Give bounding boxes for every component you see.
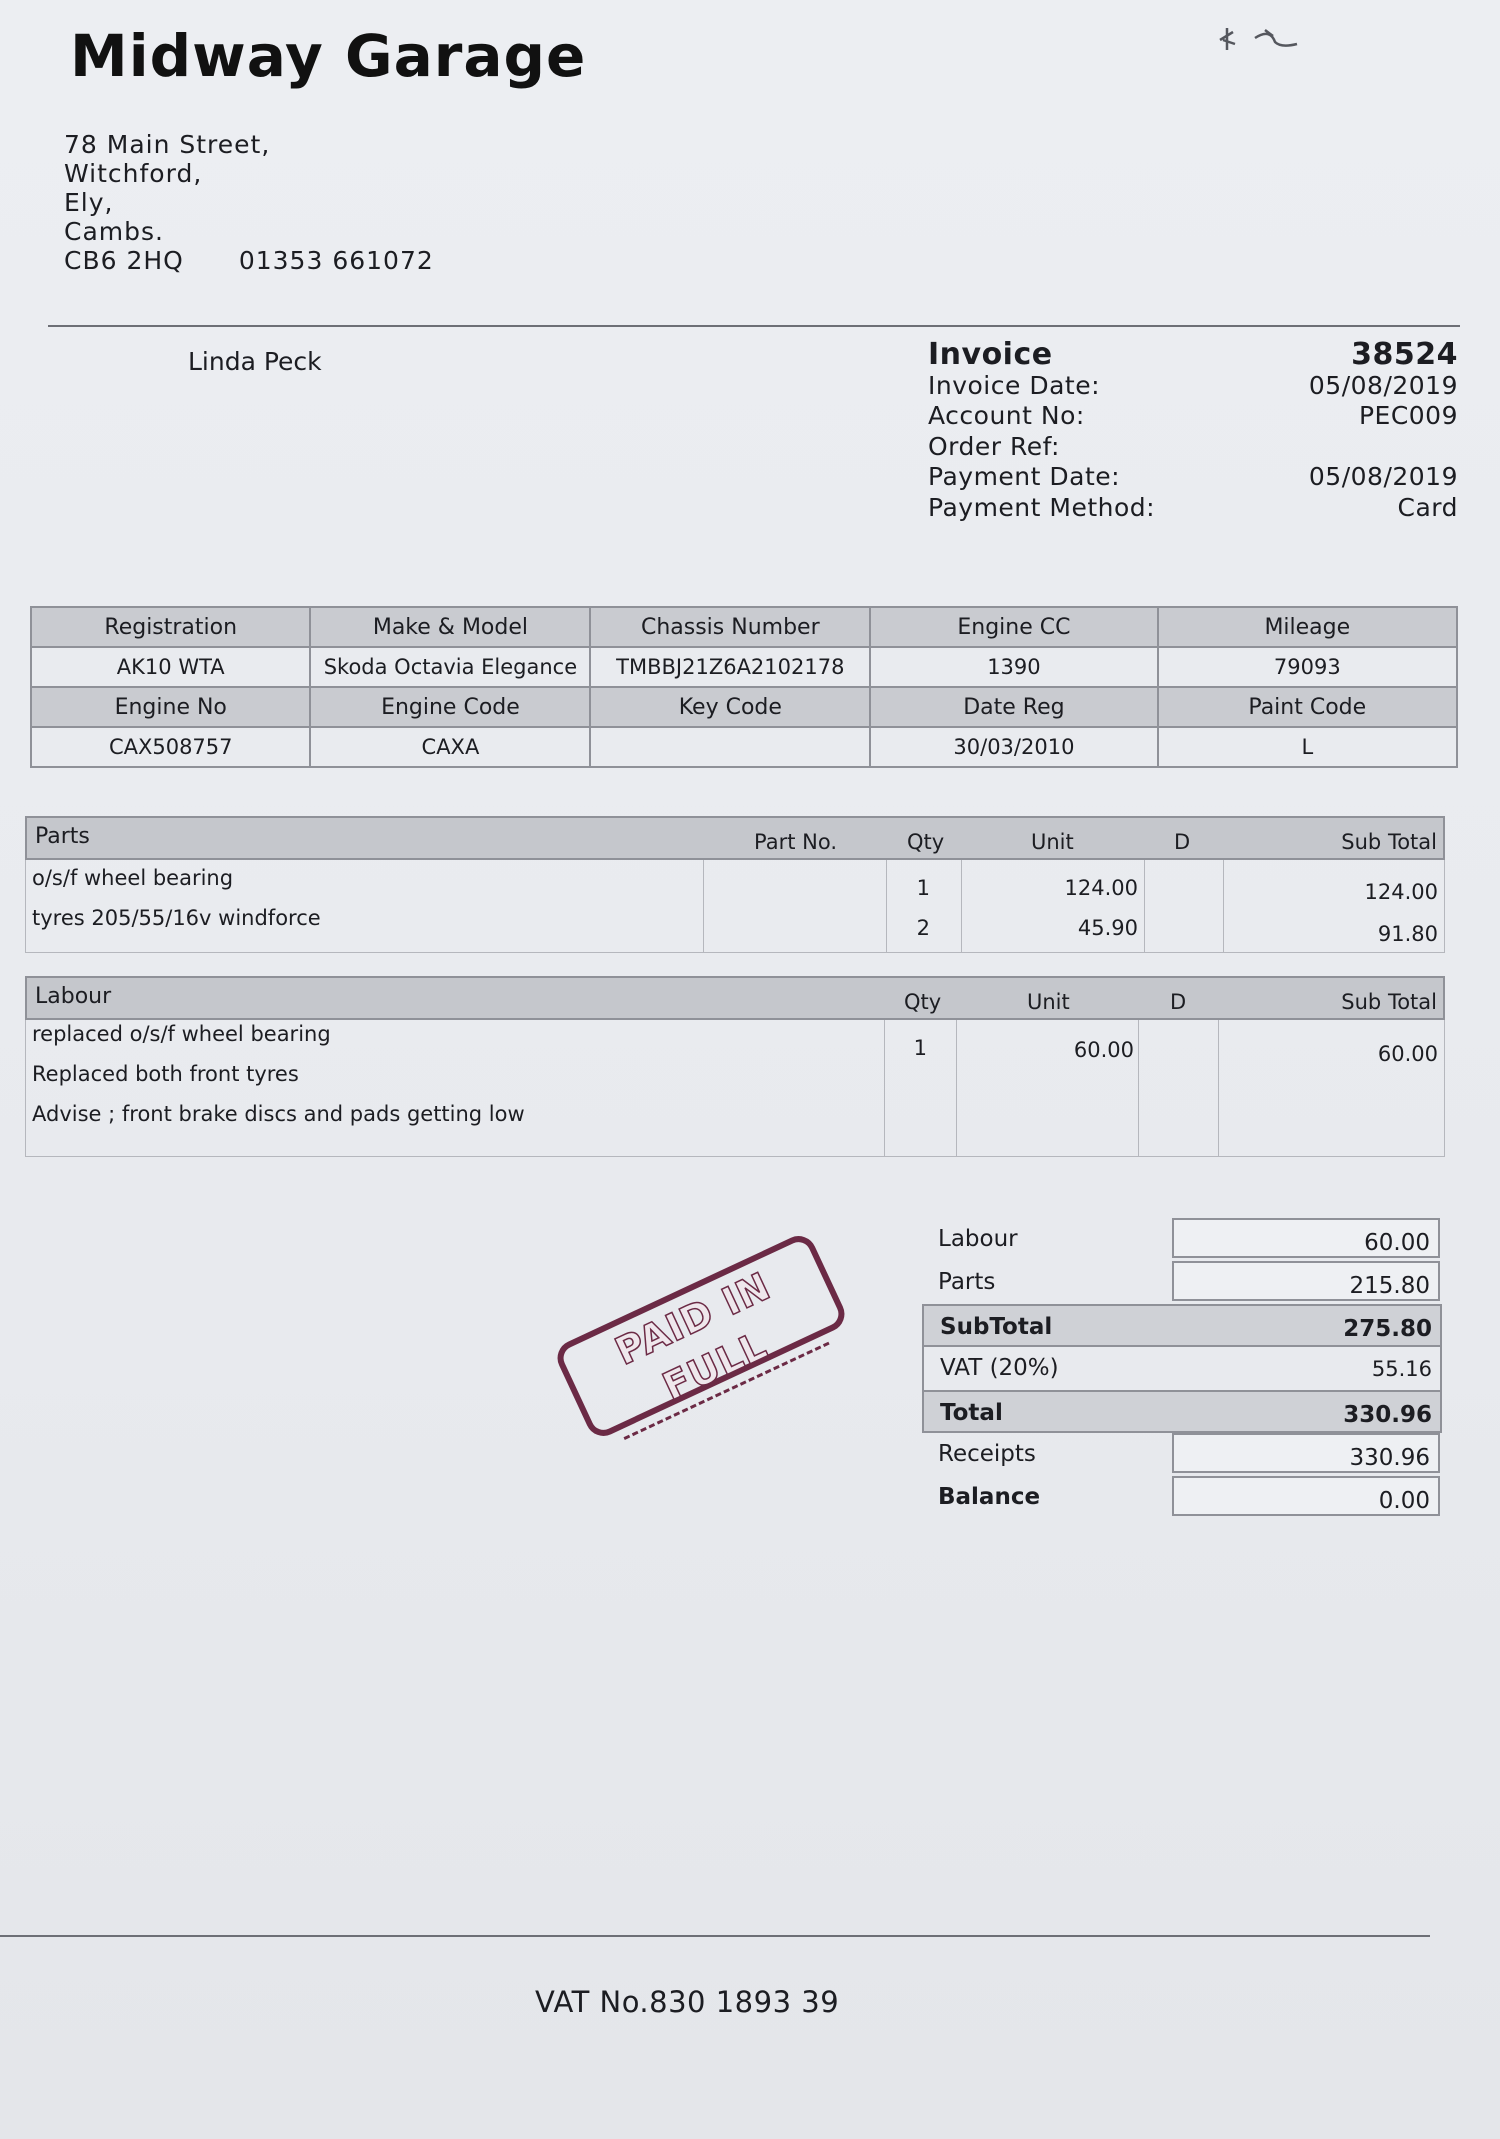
vehicle-value-cell: 79093 [1158,647,1457,687]
parts-total-label: Parts [938,1269,996,1295]
parts-header [25,816,1445,860]
invoice-date-row [928,371,1458,402]
invoice-date-label: Invoice Date: [928,370,1101,400]
vat-row [922,1347,1442,1390]
qty-header: Qty [907,830,945,854]
parts-total-box [1172,1261,1440,1301]
vehicle-value-cell: L [1158,727,1457,767]
receipts-value: 330.96 [1349,1445,1430,1471]
discount-header: D [1170,990,1187,1014]
payment-method-label: Payment Method: [928,492,1156,522]
vehicle-header-cell: Registration [31,607,310,647]
balance-value: 0.00 [1378,1488,1430,1514]
parts-section [25,816,1445,953]
footer-divider [0,1935,1430,1937]
subtotal-header: Sub Total [1341,990,1437,1014]
paid-in-full-stamp [552,1230,851,1442]
invoice-details [928,337,1458,523]
column-divider [886,860,887,952]
part-subtotal: 91.80 [1377,922,1438,946]
column-divider [703,860,704,952]
vehicle-header-cell: Make & Model [310,607,590,647]
receipts-label: Receipts [938,1441,1036,1467]
header-divider [48,325,1460,327]
vehicle-header-cell: Chassis Number [590,607,870,647]
vehicle-value-row [31,647,1457,687]
labour-line: replaced o/s/f wheel bearing [32,1022,331,1046]
vehicle-header-row [31,607,1457,647]
vehicle-header-cell: Paint Code [1158,687,1457,727]
vehicle-header-cell: Engine No [31,687,310,727]
vehicle-value-cell: CAXA [310,727,590,767]
customer-name: Linda Peck [188,347,322,376]
parts-title: Parts [35,824,90,849]
labour-unit-price: 60.00 [1073,1038,1134,1062]
order-ref-row [928,432,1458,463]
vehicle-header-cell: Date Reg [870,687,1157,727]
column-divider [956,1020,957,1156]
vehicle-header-row [31,687,1457,727]
part-description: tyres 205/55/16v windforce [32,906,321,930]
vehicle-value-cell: 1390 [870,647,1157,687]
labour-total-box [1172,1218,1440,1258]
address-line: Witchford, [64,159,203,188]
labour-line: Replaced both front tyres [32,1062,299,1086]
part-no-header: Part No. [754,830,837,854]
unit-header: Unit [1031,830,1074,854]
vehicle-value-cell: Skoda Octavia Elegance [310,647,590,687]
vat-label: VAT (20%) [940,1355,1059,1381]
labour-total-row [922,1218,1442,1261]
postcode: CB6 2HQ [64,246,184,275]
vat-number: VAT No.830 1893 39 [535,1985,840,2019]
subtotal-header: Sub Total [1341,830,1437,854]
address-line: 78 Main Street, [64,130,271,159]
balance-row [922,1476,1442,1519]
labour-lines [25,1020,1445,1157]
vehicle-value-cell: CAX508757 [31,727,310,767]
labour-subtotal: 60.00 [1377,1042,1438,1066]
stamp-text: PAID IN FULL [608,1263,778,1409]
payment-method: Card [1397,492,1458,522]
part-qty: 2 [916,916,930,940]
parts-total: 215.80 [1349,1273,1430,1299]
garage-name: Midway Garage [70,22,587,90]
payment-date-label: Payment Date: [928,462,1121,491]
vehicle-header-cell: Engine Code [310,687,590,727]
vehicle-value-cell [590,727,870,767]
qty-header: Qty [904,990,942,1014]
total-label: Total [940,1400,1003,1426]
labour-qty: 1 [913,1036,927,1060]
column-divider [884,1020,885,1156]
vat-value: 55.16 [1371,1357,1432,1381]
column-divider [1218,1020,1219,1156]
balance-label: Balance [938,1484,1041,1510]
payment-date-row [928,462,1458,493]
column-divider [961,860,962,952]
account-number: PEC009 [1358,401,1458,430]
postcode-phone-line [64,246,434,275]
vehicle-header-cell: Engine CC [870,607,1157,647]
part-description: o/s/f wheel bearing [32,866,234,890]
vehicle-header-cell: Mileage [1158,607,1457,647]
account-label: Account No: [928,401,1085,430]
vehicle-value-cell: 30/03/2010 [870,727,1157,767]
parts-lines [25,860,1445,953]
column-divider [1223,860,1224,952]
part-unit-price: 45.90 [1077,916,1138,940]
discount-header: D [1174,830,1191,854]
receipts-row [922,1433,1442,1476]
garage-address [64,130,434,275]
vehicle-value-row [31,727,1457,767]
payment-date: 05/08/2019 [1308,462,1458,491]
part-subtotal: 124.00 [1364,880,1438,904]
total-row [922,1390,1442,1433]
labour-total: 60.00 [1364,1230,1430,1256]
parts-total-row [922,1261,1442,1304]
payment-method-row [928,493,1458,524]
vehicle-details-table [30,606,1458,768]
vehicle-value-cell: AK10 WTA [31,647,310,687]
phone-number: 01353 661072 [238,246,434,275]
totals-panel [922,1218,1442,1519]
unit-header: Unit [1027,990,1070,1014]
labour-section [25,976,1445,1157]
labour-header [25,976,1445,1020]
total-value: 330.96 [1343,1402,1432,1428]
order-ref-label: Order Ref: [928,431,1060,461]
subtotal-value: 275.80 [1343,1316,1432,1342]
labour-total-label: Labour [938,1226,1018,1252]
invoice-number: 38524 [1351,337,1458,372]
labour-title: Labour [35,984,112,1009]
subtotal-label: SubTotal [940,1314,1053,1340]
column-divider [1144,860,1145,952]
invoice-date: 05/08/2019 [1308,370,1458,400]
handwritten-mark [1215,18,1305,58]
part-unit-price: 124.00 [1064,876,1138,900]
balance-box [1172,1476,1440,1516]
vehicle-value-cell: TMBBJ21Z6A2102178 [590,647,870,687]
labour-line: Advise ; front brake discs and pads getting low [32,1102,525,1126]
subtotal-row [922,1304,1442,1347]
address-line: Ely, [64,188,114,217]
receipts-box [1172,1433,1440,1473]
vehicle-header-cell: Key Code [590,687,870,727]
invoice-title-row [928,337,1458,372]
column-divider [1138,1020,1139,1156]
address-line: Cambs. [64,217,164,246]
account-row [928,401,1458,432]
invoice-title: Invoice [928,337,1053,372]
part-qty: 1 [916,876,930,900]
